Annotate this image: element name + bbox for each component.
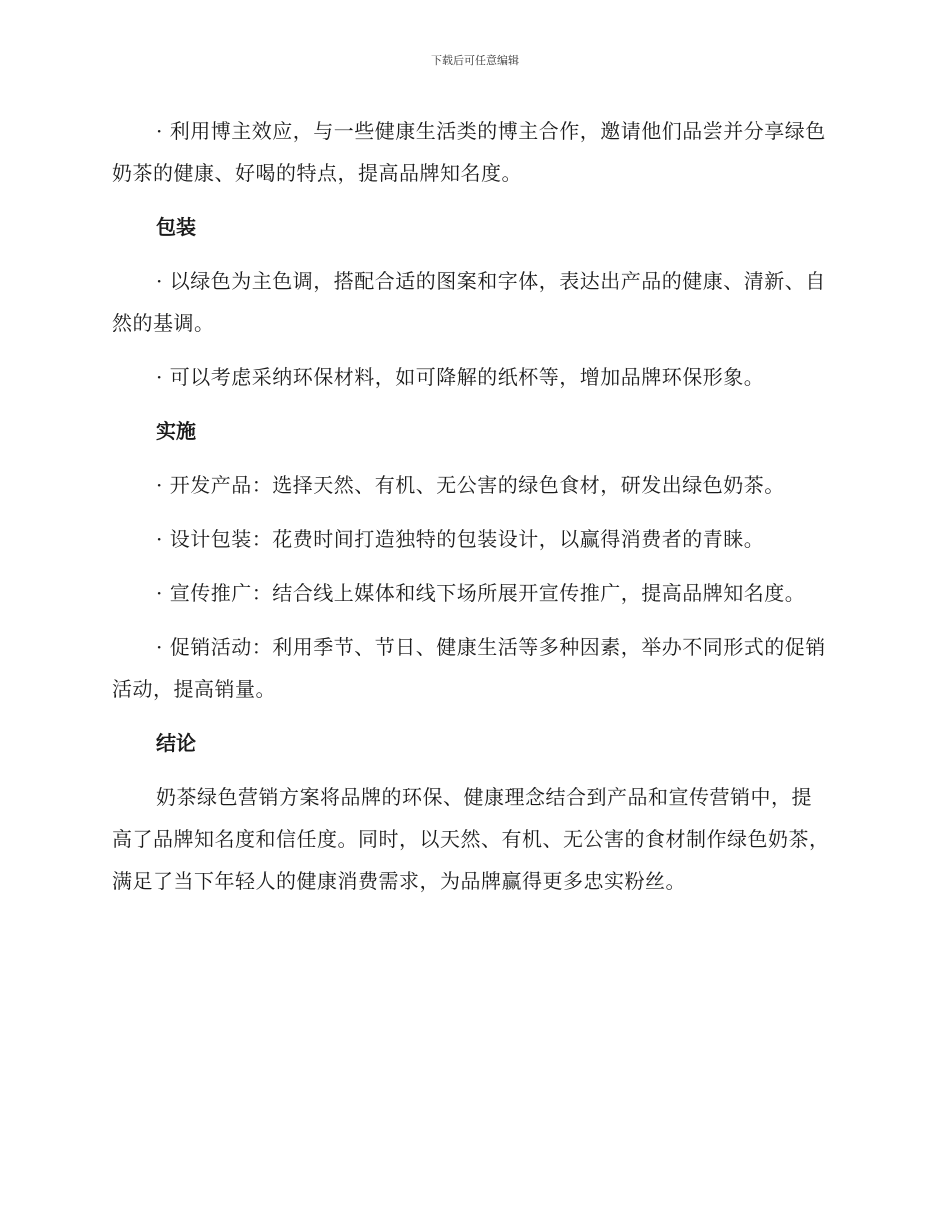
paragraph-develop-product: · 开发产品：选择天然、有机、无公害的绿色食材，研发出绿色奶茶。	[156, 473, 785, 497]
paragraph-sales-activities: · 促销活动：利用季节、节日、健康生活等多种因素，举办不同形式的促销活动，提高销量。	[112, 635, 826, 701]
paragraph-conclusion: 奶茶绿色营销方案将品牌的环保、健康理念结合到产品和宣传营销中，提高了品牌知名度和信任度。同时，以天然、有机、无公害的食材制作绿色奶茶，满足了当下年轻人的健康消费需求，为品牌赢得更多忠实粉丝。	[112, 785, 830, 893]
section-heading-packaging: 包装	[156, 215, 196, 239]
paragraph-packaging-color: · 以绿色为主色调，搭配合适的图案和字体，表达出产品的健康、清新、自然的基调。	[112, 269, 826, 335]
document-body	[112, 110, 832, 914]
page-header: 下载后可任意编辑	[431, 54, 519, 67]
paragraph-design-packaging: · 设计包装：花费时间打造独特的包装设计，以赢得消费者的青睐。	[156, 527, 765, 551]
paragraph-blogger-promotion: · 利用博主效应，与一些健康生活类的博主合作，邀请他们品尝并分享绿色奶茶的健康、好喝的特点，提高品牌知名度。	[112, 119, 826, 185]
paragraph-promotion: · 宣传推广：结合线上媒体和线下场所展开宣传推广，提高品牌知名度。	[156, 581, 806, 605]
paragraph-packaging-materials: · 可以考虑采纳环保材料，如可降解的纸杯等，增加品牌环保形象。	[156, 365, 765, 389]
section-heading-implementation: 实施	[156, 419, 196, 443]
section-heading-conclusion: 结论	[156, 731, 196, 755]
